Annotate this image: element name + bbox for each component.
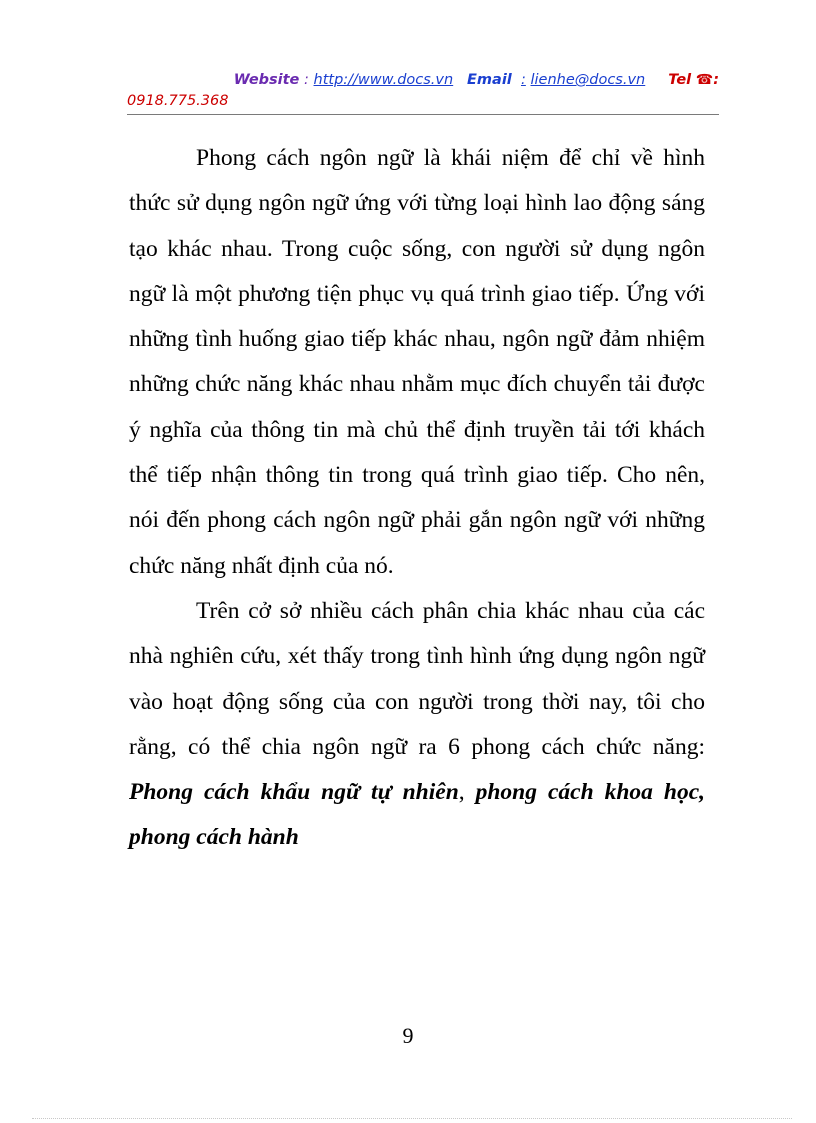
paragraph-2-text: Trên cở sở nhiều cách phân chia khác nhau của các nhà nghiên cứu, xét thấy trong tình hình ứng dụng ngôn ngữ vào hoạt động sống của con người trong thời nay, tôi cho rằng, có thể chia ngôn ngữ ra 6 phong cách chức năng:: [129, 597, 705, 760]
page-header: [127, 70, 719, 112]
page-number: 9: [402, 1023, 414, 1048]
phone-number: 0918.775.368: [127, 93, 229, 109]
document-body: [129, 136, 705, 861]
paragraph-2: [129, 589, 705, 861]
paragraph-2-emphasis-2: phong cách khoa học, phong cách hành: [129, 779, 705, 851]
phone-icon: ☎: [695, 72, 714, 88]
website-colon: :: [304, 72, 309, 88]
email-link[interactable]: lienhe@docs.vn: [530, 72, 646, 88]
tel-label: Tel: [668, 72, 692, 88]
email-colon: :: [520, 72, 526, 88]
email-label: Email: [467, 72, 512, 88]
paragraph-1: Phong cách ngôn ngữ là khái niệm để chỉ về hình thức sử dụng ngôn ngữ ứng với từng loại hình lao động sáng tạo khác nhau. Trong cuộc sống, con người sử dụng ngôn ngữ là một phương tiện phục vụ quá trình giao tiếp. Ứng với những tình huống giao tiếp khác nhau, ngôn ngữ đảm nhiệm những chức năng khác nhau nhằm mục đích chuyển tải được ý nghĩa của thông tin mà chủ thể định truyền tải tới khách thể tiếp nhận thông tin trong quá trình giao tiếp. Cho nên, nói đến phong cách ngôn ngữ phải gắn ngôn ngữ với những chức năng nhất định của nó.: [129, 145, 705, 579]
paragraph-2-emphasis: Phong cách khẩu ngữ tự nhiên: [129, 779, 459, 806]
paragraph-2-comma: ,: [458, 779, 465, 806]
tel-colon: :: [713, 72, 719, 88]
website-label: Website: [233, 72, 300, 88]
page-bottom-border: [32, 1118, 792, 1119]
header-contact-line: [127, 70, 719, 91]
website-link[interactable]: http://www.docs.vn: [313, 72, 454, 88]
header-divider: [127, 114, 719, 115]
